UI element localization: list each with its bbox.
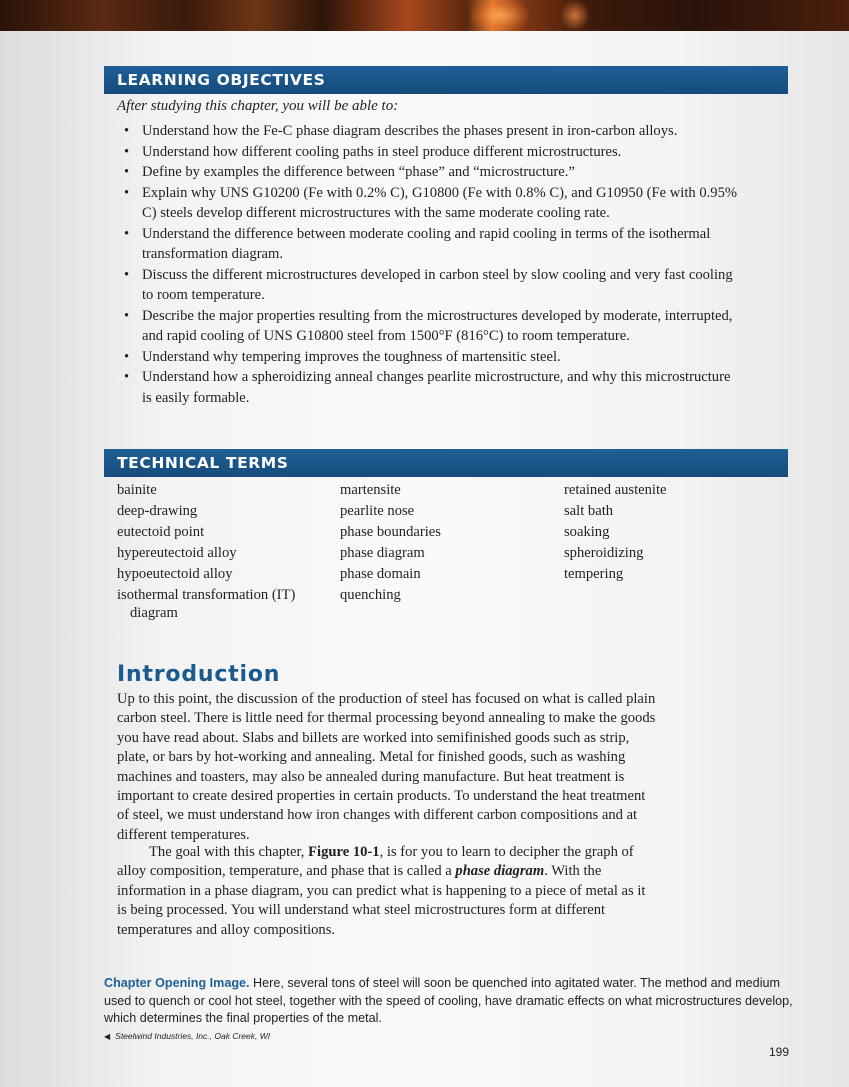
term: isothermal transformation (IT) diagram bbox=[117, 587, 296, 621]
term: hypereutectoid alloy bbox=[117, 545, 237, 561]
learning-objectives-intro: After studying this chapter, you will be able to: bbox=[117, 98, 399, 114]
learning-objectives-header: LEARNING OBJECTIVES bbox=[104, 66, 788, 94]
term: retained austenite bbox=[564, 482, 667, 498]
term: eutectoid point bbox=[117, 524, 205, 540]
term: spheroidizing bbox=[564, 545, 644, 561]
terms-column-3 bbox=[564, 480, 784, 585]
figure-reference[interactable]: Figure 10-1 bbox=[308, 844, 380, 860]
learning-objectives-list bbox=[118, 121, 738, 408]
introduction-paragraph-1: Up to this point, the discussion of the production of steel has focused on what is called plain carbon steel. There is little need for thermal processing beyond annealing to make the goods you have read about. Slabs and billets are worked into semifinished goods such as strip, plate, or bars by hot-working and annealing. Metal for finished goods, such as washing machines and toasters, may also be annealed during manufacture. But heat treatment is important to create desired properties in certain products. To understand the heat treatment of steel, we must understand how iron changes with different carbon compositions and at different temperatures. bbox=[117, 691, 656, 843]
term: martensite bbox=[340, 482, 401, 498]
caption-label: Chapter Opening Image. bbox=[104, 976, 250, 990]
term: tempering bbox=[564, 566, 624, 582]
term: deep-drawing bbox=[117, 503, 198, 519]
page-number: 199 bbox=[769, 1045, 790, 1059]
term: quenching bbox=[340, 587, 401, 603]
photo-credit: ◀ Steelwind Industries, Inc., Oak Creek, WI bbox=[104, 1031, 271, 1041]
objective-item: • Describe the major properties resulting from the microstructures developed by moderate, interrupted, and rapid cooling of UNS G10800 steel from 1500°F (816°C) to room temperature. bbox=[124, 307, 733, 344]
chapter-opening-photo-strip bbox=[0, 0, 849, 31]
left-triangle-icon: ◀ bbox=[104, 1032, 111, 1041]
furnace-glow bbox=[470, 0, 530, 31]
term: pearlite nose bbox=[340, 503, 415, 519]
introduction-heading: Introduction bbox=[117, 662, 281, 687]
objective-item: • Understand why tempering improves the toughness of martensitic steel. bbox=[124, 348, 561, 365]
term: phase domain bbox=[340, 566, 421, 582]
terms-column-1 bbox=[117, 480, 337, 622]
terms-column-2 bbox=[340, 480, 560, 606]
furnace-glow-secondary bbox=[560, 0, 590, 31]
objective-item: • Understand how different cooling paths in steel produce different microstructures. bbox=[124, 143, 622, 160]
term: hypoeutectoid alloy bbox=[117, 566, 233, 582]
introduction-paragraph-2: The goal with this chapter, Figure 10-1, is for you to learn to decipher the graph of alloy composition, temperature, and phase that is called a phase diagram. With the information in a phase diagram, you can predict what is happening to a piece of metal as it is being processed. You will understand what steel microstructures form at different temperatures and alloy compositions. bbox=[117, 844, 646, 938]
objective-item: • Understand the difference between moderate cooling and rapid cooling in terms of the isothermal transformation diagram. bbox=[124, 225, 711, 262]
technical-terms-header: TECHNICAL TERMS bbox=[104, 449, 788, 477]
term: bainite bbox=[117, 482, 157, 498]
term: phase boundaries bbox=[340, 524, 441, 540]
objective-item: • Understand how the Fe-C phase diagram describes the phases present in iron-carbon alloys. bbox=[124, 123, 678, 139]
objective-item: • Understand how a spheroidizing anneal changes pearlite microstructure, and why this microstructure is easily formable. bbox=[124, 369, 731, 406]
chapter-opening-caption: Chapter Opening Image. Here, several tons of steel will soon be quenched into agitated water. The method and medium used to quench or cool hot steel, together with the speed of cooling, have dramatic effects on what microstructures develop, which determines the final properties of the metal. bbox=[104, 976, 793, 1026]
term: salt bath bbox=[564, 503, 614, 519]
objective-item: • Discuss the different microstructures developed in carbon steel by slow cooling and very fast cooling to room temperature. bbox=[124, 266, 733, 303]
term: soaking bbox=[564, 524, 610, 540]
objective-item: • Define by examples the difference between “phase” and “microstructure.” bbox=[124, 164, 575, 180]
objective-item: • Explain why UNS G10200 (Fe with 0.2% C), G10800 (Fe with 0.8% C), and G10950 (Fe with 0.95% C) steels develop different microstructures with the same moderate cooling rate. bbox=[124, 184, 738, 221]
key-term: phase diagram bbox=[455, 863, 545, 880]
term: phase diagram bbox=[340, 545, 425, 561]
